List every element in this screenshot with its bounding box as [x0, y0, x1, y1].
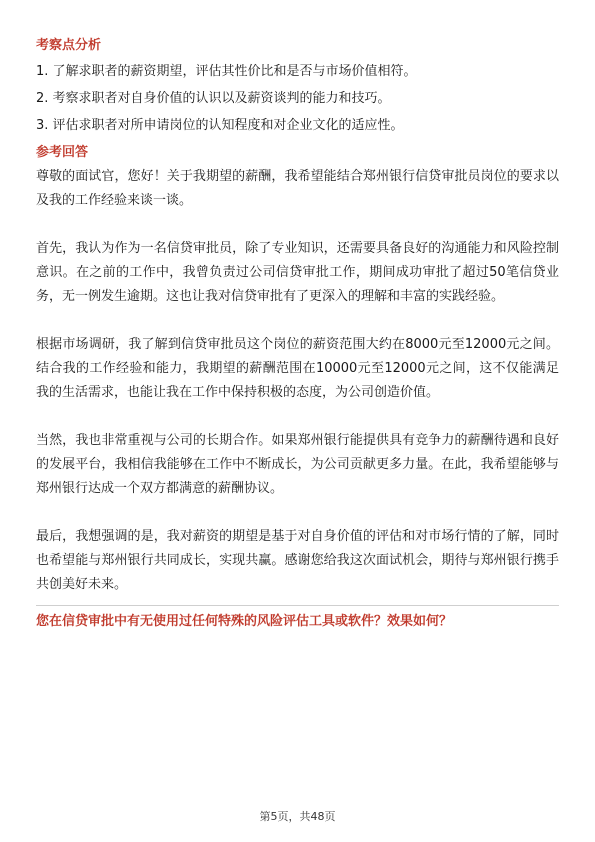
document-page [36, 36, 559, 632]
answer-paragraph: 尊敬的面试官，您好！关于我期望的薪酬，我希望能结合郑州银行信贷审批员岗位的要求以及我的工作经验来谈一谈。 [36, 169, 559, 208]
analysis-item: 1. 了解求职者的薪资期望，评估其性价比和是否与市场价值相符。 [36, 64, 417, 79]
section-divider [36, 605, 559, 606]
analysis-item: 2. 考察求职者对自身价值的认识以及薪资谈判的能力和技巧。 [36, 91, 391, 106]
answer-paragraph: 最后，我想强调的是，我对薪资的期望是基于对自身价值的评估和对市场行情的了解，同时也希望能与郑州银行共同成长，实现共赢。感谢您给我这次面试机会，期待与郑州银行携手共创美好未来。 [36, 529, 559, 592]
analysis-item: 3. 评估求职者对所申请岗位的认知程度和对企业文化的适应性。 [36, 118, 404, 133]
page-footer: 第5页，共48页 [259, 810, 336, 823]
answer-paragraph: 当然，我也非常重视与公司的长期合作。如果郑州银行能提供具有竞争力的薪酬待遇和良好的发展平台，我相信我能够在工作中不断成长，为公司贡献更多力量。在此，我希望能够与郑州银行达成一个双方都满意的薪酬协议。 [36, 433, 559, 496]
answer-paragraph: 首先，我认为作为一名信贷审批员，除了专业知识，还需要具备良好的沟通能力和风险控制意识。在之前的工作中，我曾负责过公司信贷审批工作，期间成功审批了超过50笔信贷业务，无一例发生逾期。这也让我对信贷审批有了更深入的理解和丰富的实践经验。 [36, 241, 559, 304]
analysis-list [36, 62, 559, 136]
answer-paragraph: 根据市场调研，我了解到信贷审批员这个岗位的薪资范围大约在8000元至12000元之间。结合我的工作经验和能力，我期望的薪酬范围在10000元至12000元之间，这不仅能满足我的生活需求，也能让我在工作中保持积极的态度，为公司创造价值。 [36, 337, 559, 400]
next-question: 您在信贷审批中有无使用过任何特殊的风险评估工具或软件？效果如何？ [36, 614, 453, 629]
analysis-heading: 考察点分析 [36, 38, 102, 53]
answer-heading: 参考回答 [36, 145, 89, 160]
